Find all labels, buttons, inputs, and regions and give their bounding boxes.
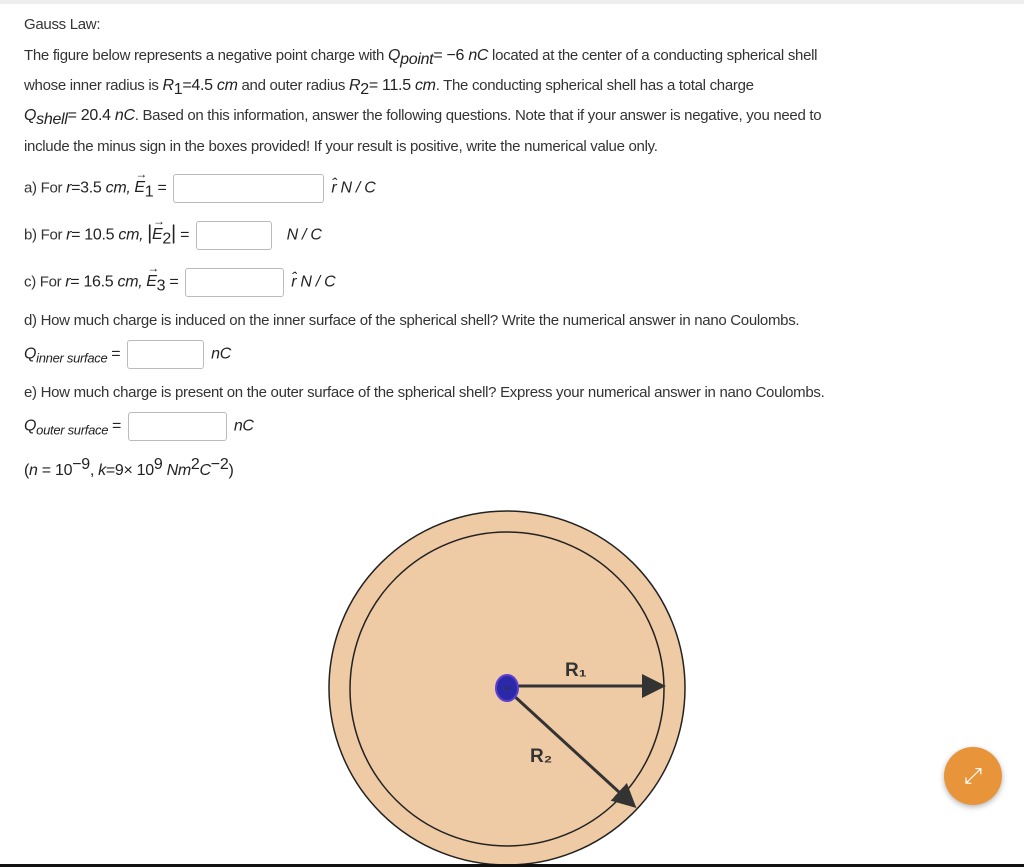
question-d: d) How much charge is induced on the inner surface of the spherical shell? Write the numerical answer in nano Coulombs. [24,312,800,329]
intro-line-4: include the minus sign in the boxes provided! If your result is positive, write the numerical value only. [24,138,658,155]
question-b: b) For r= 10.5 cm, |→ $E_2|$ = N / C [24,221,322,250]
math: inner surface [36,350,108,366]
math: r [66,179,72,197]
math: 1 [144,183,154,201]
math: → E [152,226,162,244]
unit: N / C [286,226,322,244]
math: , [89,462,99,479]
math: → E [134,179,144,197]
math: n [29,462,38,479]
question-e: e) How much charge is present on the outer surface of the spherical shell? Express your numerical answer in nano Coulombs. [24,384,825,401]
math: 2 [360,81,369,98]
math: 1 [173,81,183,98]
math: 9 [153,456,163,473]
math: = 10.5 [71,226,119,244]
math: Q [24,107,37,124]
math: = 16.5 [70,273,118,291]
math: = [165,273,179,291]
text: . Based on this information, answer the following questions. Note that if your answer is negative, you need to [134,107,822,124]
math: R [162,77,174,94]
math: Q [24,345,37,363]
text: b) For [24,226,67,244]
math: = [112,417,122,435]
expand-button[interactable] [944,747,1002,805]
math: cm [414,77,436,94]
expand-icon: ⤢ [964,763,982,788]
math: =4.5 [182,77,217,94]
math: k [98,462,106,479]
math: r [65,273,71,291]
math: Q [387,47,401,64]
math: = 20.4 [67,107,115,124]
unit: nC [211,345,231,363]
math: cm, [105,179,131,197]
text: c) For [24,273,66,291]
math: 2 [190,456,200,473]
text: . The conducting spherical shell has a total charge [435,77,754,94]
text: a) For [24,179,67,197]
math: → E [146,273,156,291]
math: cm, [117,273,143,291]
text: The figure below represents a negative point charge with [24,47,388,64]
math: 2 [162,230,172,248]
text: whose inner radius is [24,77,163,94]
math: r [66,226,72,244]
math: Q [24,417,37,435]
math: 3 [156,277,166,295]
charge-sign: − [503,681,511,695]
page-title: Gauss Law: [24,16,101,33]
text: located at the center of a conducting spherical shell [488,47,818,64]
text: and outer radius [237,77,349,94]
unit: r̂ N / C [331,179,376,197]
math: −9 [72,456,90,473]
label-r1: R₁ [565,660,587,681]
unit: nC [233,417,254,435]
math: = −6 [433,47,469,64]
math: nC [468,47,489,64]
math: =9× 10 [105,462,154,479]
math: shell [36,111,68,128]
math: ( [24,462,30,479]
math: R [348,77,361,94]
math: =3.5 [71,179,106,197]
math: Nm [162,462,191,479]
unit: r̂ N / C [291,273,336,291]
label-r2: R₂ [530,746,553,767]
math: = [111,345,121,363]
math: cm [216,77,238,94]
math: = [175,226,190,244]
math: C [199,462,211,479]
math: cm, [118,226,144,244]
math: −2 [210,456,229,473]
math: nC [114,107,135,124]
math: ) [228,462,234,479]
math: = 11.5 [368,77,415,94]
math: = [153,179,167,197]
math: outer surface [36,422,109,438]
math: = 10 [37,462,73,479]
math: point [400,51,434,68]
